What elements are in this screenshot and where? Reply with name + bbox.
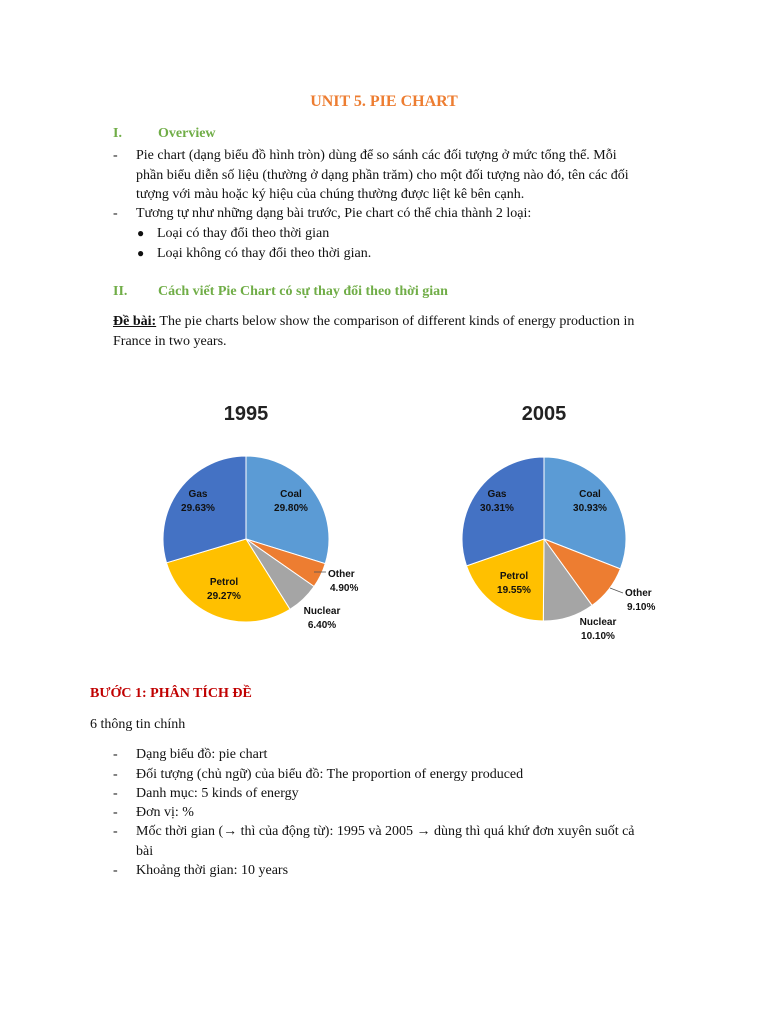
overview-item-1-line-2: phần biểu diễn số liệu (thường ở dạng phần trăm) cho một đối tượng nào đó, tên các đối — [136, 167, 629, 183]
step-item-5-line-1: Mốc thời gian (→ thì của động từ): 1995 và 2005 → dùng thì quá khứ đơn xuyên suốt cả — [136, 824, 635, 839]
dash-marker: - — [113, 206, 118, 221]
slice-name-coal: Coal — [280, 489, 302, 500]
bullet-icon: ● — [137, 246, 145, 260]
dash-marker: - — [113, 767, 118, 782]
overview-item-1-line-3: tượng với màu hoặc ký hiệu của chúng thường được liệt kê bên cạnh. — [136, 187, 525, 202]
overview-item-1-line-1: Pie chart (dạng biểu đồ hình tròn) dùng để so sánh các đối tượng ở mức tổng thể. Mỗi — [136, 148, 617, 163]
slice-value-gas: 29.63% — [181, 503, 215, 514]
step-1-intro: 6 thông tin chính — [90, 717, 186, 732]
step-item-1 — [113, 745, 673, 765]
pie-charts — [0, 380, 768, 660]
step-item-4 — [113, 803, 673, 823]
slice-name-nuclear: Nuclear — [303, 606, 341, 617]
dash-marker: - — [113, 805, 118, 820]
section-1-number: I. — [113, 126, 122, 141]
slice-value-other: 9.10% — [627, 602, 656, 613]
step-item-2 — [113, 765, 673, 785]
step-item-4-text: Đơn vị: % — [136, 805, 194, 820]
task-label: Đề bài: — [113, 314, 157, 329]
overview-item-1 — [113, 146, 673, 205]
page-title: UNIT 5. PIE CHART — [310, 93, 458, 110]
step-item-1-text: Dạng biểu đồ: pie chart — [136, 747, 268, 762]
slice-value-petrol: 19.55% — [497, 585, 531, 596]
task-text-line-2: France in two years. — [113, 333, 227, 349]
slice-name-nuclear: Nuclear — [579, 617, 617, 628]
overview-item-2-line-1: Tương tự như những dạng bài trước, Pie chart có thể chia thành 2 loại: — [136, 206, 532, 221]
bullet-item-1-text: Loại có thay đổi theo thời gian — [157, 226, 330, 241]
step-item-2-text: Đối tượng (chủ ngữ) của biểu đồ: The proportion of energy produced — [136, 767, 524, 782]
step-item-5 — [113, 822, 673, 861]
slice-value-coal: 29.80% — [274, 503, 308, 514]
slice-name-other: Other — [625, 588, 652, 599]
bullet-item-2-text: Loại không có thay đổi theo thời gian. — [157, 246, 372, 261]
slice-value-other: 4.90% — [330, 583, 359, 594]
section-2-title: Cách viết Pie Chart có sự thay đổi theo thời gian — [158, 284, 448, 299]
section-1-title: Overview — [158, 126, 216, 141]
slice-value-nuclear: 6.40% — [307, 620, 337, 631]
overview-item-2 — [113, 204, 673, 224]
slice-name-gas: Gas — [188, 489, 208, 500]
leader-line — [610, 588, 623, 593]
task-paragraph — [113, 312, 713, 351]
slice-name-petrol: Petrol — [209, 577, 239, 588]
slice-name-petrol: Petrol — [499, 571, 529, 582]
slice-name-gas: Gas — [487, 489, 507, 500]
dash-marker: - — [113, 786, 118, 801]
dash-marker: - — [113, 148, 118, 163]
step-item-3 — [113, 784, 673, 804]
step-1-heading: BƯỚC 1: PHÂN TÍCH ĐỀ — [90, 686, 252, 701]
task-text-line-1: The pie charts below show the comparison of different kinds of energy production in — [156, 314, 635, 329]
bullet-item-1 — [137, 224, 329, 244]
chart-title: 2005 — [521, 403, 567, 425]
bullet-icon: ● — [137, 226, 145, 240]
slice-value-nuclear: 10.10% — [581, 631, 615, 642]
dash-marker: - — [113, 824, 118, 839]
step-item-6-text: Khoảng thời gian: 10 years — [136, 863, 289, 878]
slice-value-gas: 30.31% — [480, 503, 514, 514]
dash-marker: - — [113, 747, 118, 762]
step-item-5-line-2: bài — [136, 843, 154, 859]
step-item-3-text: Danh mục: 5 kinds of energy — [136, 786, 299, 801]
pie-chart-2005 — [462, 403, 655, 642]
slice-value-petrol: 29.27% — [207, 591, 241, 602]
step-item-6 — [113, 861, 673, 881]
section-2-number: II. — [113, 284, 128, 299]
section-2-heading — [113, 284, 448, 300]
slice-name-coal: Coal — [579, 489, 601, 500]
chart-title: 1995 — [223, 403, 269, 425]
slice-value-coal: 30.93% — [573, 503, 607, 514]
bullet-item-2 — [137, 244, 371, 264]
section-1-heading — [113, 126, 216, 142]
pie-chart-1995 — [163, 403, 358, 631]
slice-name-other: Other — [328, 569, 355, 580]
dash-marker: - — [113, 863, 118, 878]
